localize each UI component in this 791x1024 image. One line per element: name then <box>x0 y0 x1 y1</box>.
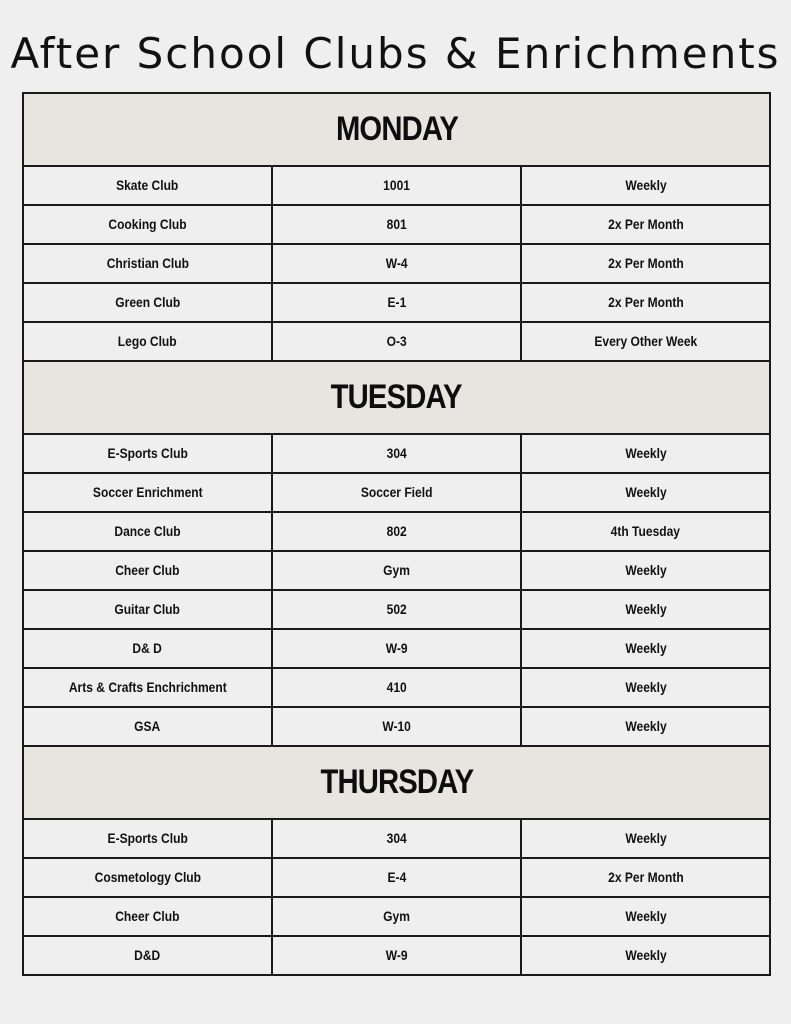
frequency-cell <box>521 322 770 361</box>
frequency-cell <box>521 590 770 629</box>
table-row <box>23 473 770 512</box>
room-text: 304 <box>386 829 407 846</box>
frequency-text: 4th Tuesday <box>610 522 681 539</box>
club-name-text: Cosmetology Club <box>94 868 201 885</box>
club-name-cell <box>23 551 272 590</box>
table-row <box>23 858 770 897</box>
room-cell <box>272 434 521 473</box>
club-name-text: GSA <box>134 717 161 734</box>
frequency-cell <box>521 205 770 244</box>
room-cell <box>272 590 521 629</box>
table-row <box>23 707 770 746</box>
day-header-row <box>23 93 770 166</box>
frequency-text: Weekly <box>624 829 667 846</box>
frequency-cell <box>521 166 770 205</box>
room-cell <box>272 668 521 707</box>
frequency-text: Weekly <box>624 907 667 924</box>
table-row <box>23 629 770 668</box>
table-row <box>23 512 770 551</box>
club-name-text: Soccer Enrichment <box>92 483 203 500</box>
day-header-row <box>23 746 770 819</box>
frequency-cell <box>521 512 770 551</box>
room-cell <box>272 707 521 746</box>
frequency-cell <box>521 668 770 707</box>
club-schedule-table <box>22 92 771 976</box>
schedule-body <box>23 93 770 975</box>
frequency-cell <box>521 707 770 746</box>
room-text: 502 <box>386 600 407 617</box>
room-text: W-10 <box>382 717 411 734</box>
table-row <box>23 283 770 322</box>
room-cell <box>272 936 521 975</box>
room-cell <box>272 322 521 361</box>
room-text: E-1 <box>387 293 406 310</box>
frequency-text: Weekly <box>624 639 667 656</box>
room-text: E-4 <box>387 868 406 885</box>
frequency-cell <box>521 897 770 936</box>
frequency-text: Weekly <box>624 176 667 193</box>
room-text: Soccer Field <box>360 483 433 500</box>
frequency-cell <box>521 936 770 975</box>
day-header-row <box>23 361 770 434</box>
frequency-text: 2x Per Month <box>607 215 684 232</box>
room-cell <box>272 512 521 551</box>
club-name-cell <box>23 244 272 283</box>
club-name-cell <box>23 473 272 512</box>
room-text: 304 <box>386 444 407 461</box>
room-cell <box>272 166 521 205</box>
room-text: W-4 <box>385 254 408 271</box>
frequency-cell <box>521 434 770 473</box>
club-name-cell <box>23 819 272 858</box>
room-text: Gym <box>383 907 410 924</box>
club-name-cell <box>23 283 272 322</box>
frequency-text: Weekly <box>624 561 667 578</box>
club-name-cell <box>23 322 272 361</box>
club-name-text: Cooking Club <box>108 215 187 232</box>
club-name-cell <box>23 205 272 244</box>
room-cell <box>272 897 521 936</box>
room-cell <box>272 551 521 590</box>
club-name-text: Christian Club <box>106 254 189 271</box>
club-name-cell <box>23 434 272 473</box>
frequency-text: Weekly <box>624 678 667 695</box>
club-name-cell <box>23 166 272 205</box>
room-text: Gym <box>383 561 410 578</box>
frequency-text: Weekly <box>624 946 667 963</box>
room-cell <box>272 629 521 668</box>
table-row <box>23 244 770 283</box>
club-name-cell <box>23 590 272 629</box>
room-cell <box>272 858 521 897</box>
table-row <box>23 819 770 858</box>
table-row <box>23 897 770 936</box>
club-name-text: Green Club <box>115 293 180 310</box>
club-name-text: Dance Club <box>114 522 181 539</box>
table-row <box>23 166 770 205</box>
club-name-cell <box>23 858 272 897</box>
club-name-cell <box>23 936 272 975</box>
frequency-text: 2x Per Month <box>607 293 684 310</box>
club-name-cell <box>23 512 272 551</box>
club-name-text: Lego Club <box>118 332 177 349</box>
frequency-text: Every Other Week <box>594 332 697 349</box>
table-row <box>23 590 770 629</box>
frequency-cell <box>521 629 770 668</box>
club-name-text: Arts & Crafts Enchrichment <box>68 678 227 695</box>
room-text: 1001 <box>383 176 410 193</box>
day-header-cell <box>23 746 770 819</box>
frequency-cell <box>521 244 770 283</box>
frequency-text: 2x Per Month <box>607 868 684 885</box>
club-name-cell <box>23 668 272 707</box>
day-title: THURSDAY <box>320 763 473 801</box>
room-text: O-3 <box>386 332 407 349</box>
room-text: W-9 <box>385 639 408 656</box>
day-header-cell <box>23 93 770 166</box>
room-cell <box>272 244 521 283</box>
room-cell <box>272 819 521 858</box>
frequency-text: Weekly <box>624 483 667 500</box>
room-text: 801 <box>386 215 407 232</box>
table-row <box>23 936 770 975</box>
frequency-cell <box>521 819 770 858</box>
room-text: 410 <box>386 678 407 695</box>
frequency-cell <box>521 473 770 512</box>
table-row <box>23 551 770 590</box>
club-name-cell <box>23 629 272 668</box>
room-cell <box>272 473 521 512</box>
frequency-cell <box>521 551 770 590</box>
page-title: After School Clubs & Enrichments <box>10 29 781 78</box>
frequency-text: Weekly <box>624 600 667 617</box>
frequency-text: Weekly <box>624 444 667 461</box>
day-title: TUESDAY <box>330 378 463 416</box>
club-name-text: D& D <box>132 639 163 656</box>
club-name-cell <box>23 707 272 746</box>
club-name-text: Guitar Club <box>114 600 181 617</box>
club-name-text: E-Sports Club <box>107 829 188 846</box>
club-name-text: Cheer Club <box>115 561 180 578</box>
club-name-text: E-Sports Club <box>107 444 188 461</box>
room-cell <box>272 205 521 244</box>
club-name-cell <box>23 897 272 936</box>
table-row <box>23 322 770 361</box>
frequency-cell <box>521 858 770 897</box>
room-cell <box>272 283 521 322</box>
club-name-text: Skate Club <box>116 176 179 193</box>
frequency-text: Weekly <box>624 717 667 734</box>
table-row <box>23 434 770 473</box>
room-text: W-9 <box>385 946 408 963</box>
day-header-cell <box>23 361 770 434</box>
club-name-text: Cheer Club <box>115 907 180 924</box>
club-name-text: D&D <box>134 946 161 963</box>
day-title: MONDAY <box>335 110 458 148</box>
room-text: 802 <box>386 522 407 539</box>
table-row <box>23 205 770 244</box>
frequency-text: 2x Per Month <box>607 254 684 271</box>
frequency-cell <box>521 283 770 322</box>
table-row <box>23 668 770 707</box>
